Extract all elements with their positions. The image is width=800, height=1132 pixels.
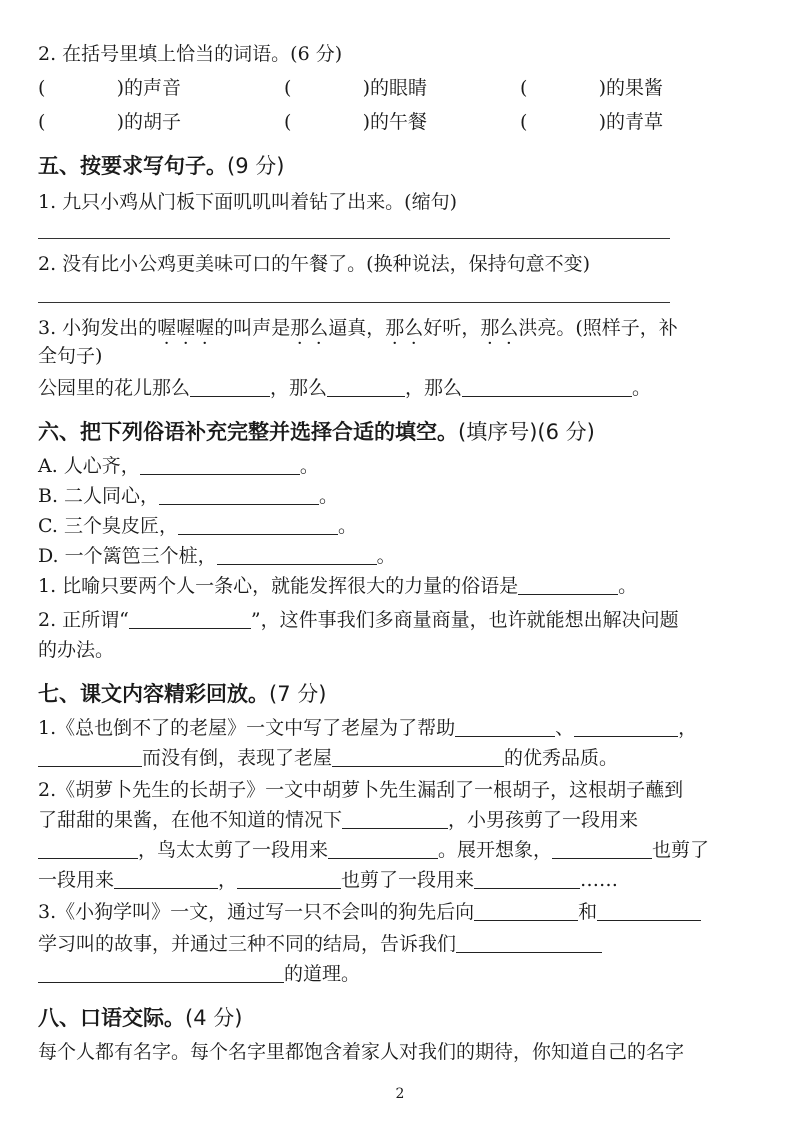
blank-parens[interactable]: ( ) bbox=[38, 77, 124, 99]
q2-item-1: ( ) 的声音 bbox=[38, 74, 181, 102]
page-number: 2 bbox=[395, 1086, 405, 1102]
answer-blank[interactable] bbox=[474, 868, 580, 889]
answer-blank[interactable] bbox=[342, 808, 448, 829]
blank-parens[interactable]: ( ) bbox=[284, 77, 370, 99]
answer-blank[interactable] bbox=[140, 454, 300, 475]
answer-blank[interactable] bbox=[129, 608, 251, 629]
blank-parens[interactable]: ( ) bbox=[520, 77, 606, 99]
answer-blank[interactable] bbox=[462, 376, 632, 397]
q2-item-3: ( ) 的果酱 bbox=[520, 74, 663, 102]
s7-q2-line3: ，鸟太太剪了一段用来 。展开想象， 也剪了 bbox=[38, 836, 709, 864]
s6-q1: 1. 比喻只要两个人一条心，就能发挥很大的力量的俗语是 。 bbox=[38, 575, 638, 597]
proverb-b: B. 二人同心， 。 bbox=[38, 485, 339, 507]
answer-blank[interactable] bbox=[474, 900, 578, 921]
s7-q2: 2.《胡萝卜先生的长胡子》一文中胡萝卜先生漏刮了一根胡子，这根胡子蘸到 bbox=[38, 779, 684, 801]
section-5-heading: 五、按要求写句子。(9 分) bbox=[38, 154, 285, 178]
proverb-d: D. 一个篱笆三个桩， 。 bbox=[38, 545, 396, 567]
proverb-c: C. 三个臭皮匠， 。 bbox=[38, 515, 357, 537]
answer-blank[interactable] bbox=[332, 746, 504, 767]
answer-line[interactable] bbox=[38, 302, 670, 303]
answer-blank[interactable] bbox=[237, 868, 341, 889]
answer-blank[interactable] bbox=[190, 376, 270, 397]
answer-line[interactable] bbox=[38, 238, 670, 239]
s6-q2: 2. 正所谓“ ”，这件事我们多商量商量，也许就能想出解决问题 bbox=[38, 609, 679, 631]
q2-title: 2. 在括号里填上恰当的词语。(6 分) bbox=[38, 43, 343, 65]
s5-q2: 2. 没有比小公鸡更美味可口的午餐了。(换种说法，保持句意不变) bbox=[38, 253, 590, 275]
blank-parens[interactable]: ( ) bbox=[520, 111, 606, 133]
blank-parens[interactable]: ( ) bbox=[38, 111, 124, 133]
s7-q3-line2: 学习叫的故事，并通过三种不同的结局，告诉我们 bbox=[38, 930, 602, 958]
s5-q3: 3. 小狗发出的喔喔喔的叫声是那么逼真，那么好听，那么洪亮。(照样子，补 bbox=[38, 317, 678, 339]
s7-q3: 3.《小狗学叫》一文，通过写一只不会叫的狗先后向 和 bbox=[38, 898, 701, 926]
q2-item-5: ( ) 的午餐 bbox=[284, 108, 427, 136]
q2-item-2: ( ) 的眼睛 bbox=[284, 74, 427, 102]
s5-q3-line3: 公园里的花儿那么 ，那么 ，那么 。 bbox=[38, 377, 652, 399]
answer-blank[interactable] bbox=[455, 716, 555, 737]
q2-item-4: ( ) 的胡子 bbox=[38, 108, 181, 136]
s7-q2-line2: 了甜甜的果酱，在他不知道的情况下 ，小男孩剪了一段用来 bbox=[38, 809, 639, 831]
answer-blank[interactable] bbox=[217, 544, 377, 565]
answer-blank[interactable] bbox=[178, 514, 338, 535]
s7-q1: 1.《总也倒不了的老屋》一文中写了老屋为了帮助 、 ， bbox=[38, 717, 698, 739]
answer-blank[interactable] bbox=[456, 932, 602, 953]
s8-text: 每个人都有名字。每个名字里都饱含着家人对我们的期待，你知道自己的名字 bbox=[38, 1041, 685, 1063]
s7-q2-line4: 一段用来 ， 也剪了一段用来 …… bbox=[38, 869, 619, 891]
answer-blank[interactable] bbox=[38, 838, 138, 859]
q2-item-6: ( ) 的青草 bbox=[520, 108, 663, 136]
s6-q2-line2: 的办法。 bbox=[38, 639, 115, 661]
answer-blank[interactable] bbox=[574, 716, 678, 737]
section-7-heading: 七、课文内容精彩回放。(7 分) bbox=[38, 682, 327, 706]
answer-blank[interactable] bbox=[518, 574, 618, 595]
section-8-heading: 八、口语交际。(4 分) bbox=[38, 1006, 243, 1030]
answer-blank[interactable] bbox=[38, 962, 284, 983]
section-6-heading: 六、把下列俗语补充完整并选择合适的填空。(填序号)(6 分) bbox=[38, 420, 595, 444]
answer-blank[interactable] bbox=[38, 746, 142, 767]
blank-parens[interactable]: ( ) bbox=[284, 111, 370, 133]
s7-q1-line2: 而没有倒，表现了老屋 的优秀品质。 bbox=[38, 744, 618, 772]
s7-q3-line3: 的道理。 bbox=[38, 960, 360, 988]
answer-blank[interactable] bbox=[597, 900, 701, 921]
answer-blank[interactable] bbox=[114, 868, 218, 889]
answer-blank[interactable] bbox=[327, 376, 405, 397]
answer-blank[interactable] bbox=[328, 838, 438, 859]
s5-q3-line2: 全句子) bbox=[38, 345, 103, 367]
proverb-a: A. 人心齐， 。 bbox=[38, 455, 319, 477]
answer-blank[interactable] bbox=[552, 838, 652, 859]
s5-q1: 1. 九只小鸡从门板下面叽叽叫着钻了出来。(缩句) bbox=[38, 191, 457, 213]
answer-blank[interactable] bbox=[159, 484, 319, 505]
